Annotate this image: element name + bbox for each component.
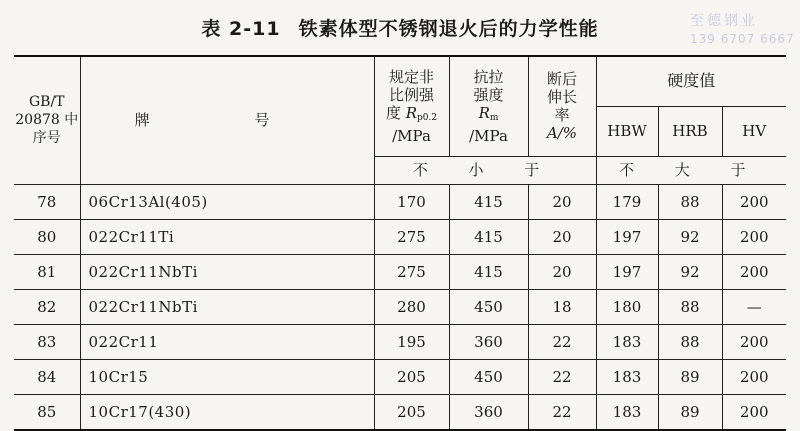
cell-yield: 205 (374, 359, 449, 394)
table-title (0, 14, 800, 41)
table-number: 表 2-11 (201, 18, 281, 40)
cell-tensile: 415 (449, 254, 528, 289)
cell-hv: 200 (722, 184, 786, 219)
cell-hrb: 92 (658, 219, 722, 254)
cell-grade: 022Cr11 (80, 324, 374, 359)
cell-hv: 200 (722, 394, 786, 430)
cell-hv: 200 (722, 359, 786, 394)
table-row (14, 219, 786, 254)
header-yield-strength (374, 56, 449, 156)
header-elongation (528, 56, 596, 156)
header-hbw: HBW (596, 106, 658, 156)
header-hrb: HRB (658, 106, 722, 156)
cell-yield: 275 (374, 219, 449, 254)
cell-index: 81 (14, 254, 80, 289)
elong-line1: 断后 (546, 70, 577, 89)
cell-tensile: 415 (449, 219, 528, 254)
table-caption: 铁素体型不锈钢退火后的力学性能 (298, 18, 599, 40)
cell-hv: 200 (722, 324, 786, 359)
table-row (14, 254, 786, 289)
header-gb-code: GB/T 20878 中序号 (14, 56, 80, 184)
cell-hbw: 179 (596, 184, 658, 219)
watermark-phone: 139 6707 6667 (690, 32, 795, 46)
cell-hrb: 89 (658, 359, 722, 394)
tensile-line1: 抗拉 (473, 67, 504, 86)
cell-hv: 200 (722, 254, 786, 289)
cell-index: 82 (14, 289, 80, 324)
watermark-name: 至德钢业 (690, 13, 758, 29)
tensile-line3 (450, 104, 528, 127)
cell-tensile: 450 (449, 359, 528, 394)
table-row (14, 359, 786, 394)
yield-word: 度 (385, 103, 401, 122)
cell-index: 83 (14, 324, 80, 359)
cell-yield: 275 (374, 254, 449, 289)
tensile-line2: 强度 (473, 85, 504, 104)
cell-index: 80 (14, 219, 80, 254)
tensile-symbol: R (478, 103, 490, 122)
properties-table (14, 55, 786, 431)
cell-hbw: 197 (596, 219, 658, 254)
cell-elongation: 20 (528, 219, 596, 254)
header-grade: 牌 号 (80, 56, 374, 184)
cell-grade: 022Cr11Ti (80, 219, 374, 254)
cell-elongation: 22 (528, 324, 596, 359)
cell-grade: 022Cr11NbTi (80, 289, 374, 324)
cell-hv: — (722, 289, 786, 324)
yield-symbol: R (405, 103, 417, 122)
cell-hv: 200 (722, 219, 786, 254)
table-row (14, 324, 786, 359)
yield-line3 (375, 104, 449, 127)
cell-elongation: 20 (528, 254, 596, 289)
header-hardness: 硬度值 (596, 56, 786, 106)
table-row (14, 394, 786, 430)
cell-tensile: 360 (449, 394, 528, 430)
cell-index: 78 (14, 184, 80, 219)
tensile-unit: /MPa (469, 126, 508, 145)
cell-hrb: 92 (658, 254, 722, 289)
header-not-less: 不 小 于 (374, 156, 596, 184)
cell-tensile: 450 (449, 289, 528, 324)
cell-hrb: 88 (658, 184, 722, 219)
tensile-subscript: m (489, 112, 499, 123)
yield-unit: /MPa (392, 126, 431, 145)
elong-line2: 伸长 (546, 88, 577, 107)
cell-grade: 022Cr11NbTi (80, 254, 374, 289)
table-body (14, 184, 786, 430)
table-row (14, 289, 786, 324)
cell-yield: 195 (374, 324, 449, 359)
cell-hrb: 89 (658, 394, 722, 430)
cell-index: 84 (14, 359, 80, 394)
header-not-more: 不 大 于 (596, 156, 786, 184)
cell-yield: 280 (374, 289, 449, 324)
header-tensile-strength (449, 56, 528, 156)
cell-grade: 10Cr17(430) (80, 394, 374, 430)
header-hv: HV (722, 106, 786, 156)
elong-line3: 率 (554, 106, 570, 125)
cell-tensile: 415 (449, 184, 528, 219)
cell-yield: 170 (374, 184, 449, 219)
cell-hbw: 197 (596, 254, 658, 289)
cell-hrb: 88 (658, 289, 722, 324)
table-row (14, 184, 786, 219)
cell-index: 85 (14, 394, 80, 430)
cell-hbw: 183 (596, 324, 658, 359)
yield-line2: 比例强 (388, 85, 434, 104)
cell-hbw: 180 (596, 289, 658, 324)
cell-hbw: 183 (596, 394, 658, 430)
yield-subscript: p0.2 (417, 112, 438, 123)
yield-line1: 规定非 (388, 67, 434, 86)
cell-elongation: 20 (528, 184, 596, 219)
cell-elongation: 18 (528, 289, 596, 324)
cell-yield: 205 (374, 394, 449, 430)
cell-grade: 06Cr13Al(405) (80, 184, 374, 219)
cell-hbw: 183 (596, 359, 658, 394)
cell-elongation: 22 (528, 394, 596, 430)
cell-tensile: 360 (449, 324, 528, 359)
cell-hrb: 88 (658, 324, 722, 359)
elong-unit: A/% (546, 124, 578, 143)
cell-elongation: 22 (528, 359, 596, 394)
cell-grade: 10Cr15 (80, 359, 374, 394)
watermark (690, 12, 795, 48)
